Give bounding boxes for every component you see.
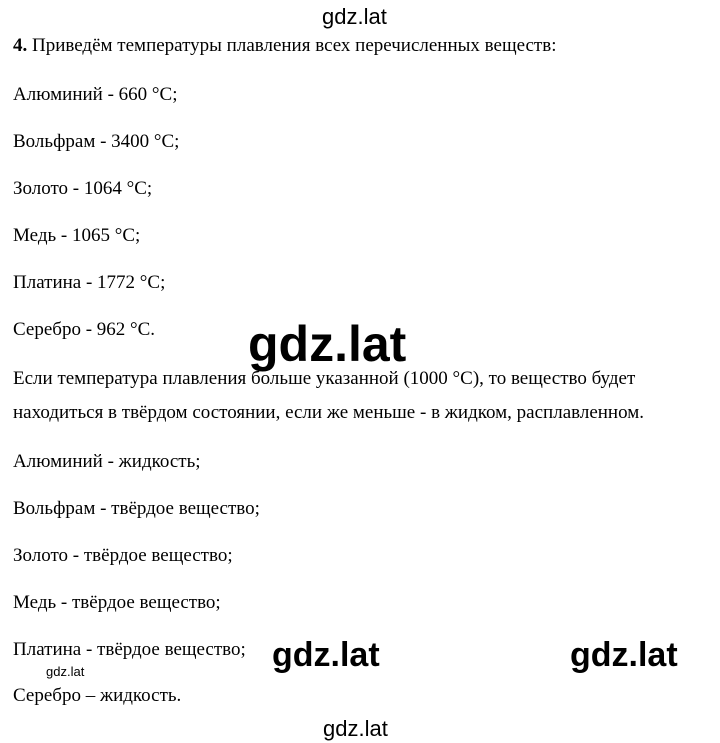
- state-gold: Золото - твёрдое вещество;: [13, 545, 233, 566]
- melting-point-silver: Серебро - 962 °C.: [13, 319, 156, 340]
- watermark-mid-left: gdz.lat: [272, 636, 380, 674]
- task-intro: [13, 34, 556, 58]
- watermark-mid-right: gdz.lat: [570, 636, 678, 674]
- melting-point-copper: Медь - 1065 °C;: [13, 225, 141, 246]
- state-platinum: Платина - твёрдое вещество;: [13, 639, 246, 660]
- explanation-line-2: находиться в твёрдом состоянии, если же меньше - в жидком, расплавленном.: [13, 402, 645, 423]
- watermark-center: gdz.lat: [248, 316, 407, 372]
- melting-point-aluminium: Алюминий - 660 °C;: [13, 84, 178, 105]
- melting-point-platinum: Платина - 1772 °C;: [13, 272, 166, 293]
- explanation-line-1: Если температура плавления больше указанной (1000 °C), то вещество будет: [13, 368, 636, 389]
- state-silver: Серебро – жидкость.: [13, 685, 182, 706]
- task-number: 4.: [13, 35, 28, 56]
- melting-point-gold: Золото - 1064 °C;: [13, 178, 153, 199]
- watermark-top: gdz.lat: [322, 4, 387, 29]
- melting-point-tungsten: Вольфрам - 3400 °C;: [13, 131, 180, 152]
- state-aluminium: Алюминий - жидкость;: [13, 451, 201, 472]
- state-tungsten: Вольфрам - твёрдое вещество;: [13, 498, 260, 519]
- state-copper: Медь - твёрдое вещество;: [13, 592, 221, 613]
- task-intro-text: Приведём температуры плавления всех перечисленных веществ:: [27, 35, 557, 56]
- watermark-small: gdz.lat: [46, 664, 85, 679]
- watermark-bottom: gdz.lat: [323, 716, 388, 741]
